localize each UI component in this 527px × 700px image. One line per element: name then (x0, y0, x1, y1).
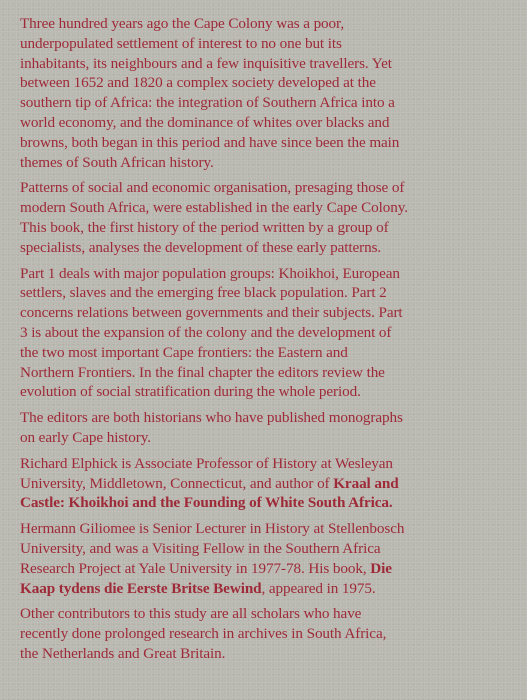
book-title: Castle: Khoikhoi and the Founding of White South Africa. (20, 494, 393, 512)
patterns-paragraph (20, 178, 517, 257)
text-line: evolution of social stratification during the whole period. (20, 383, 361, 401)
text-line: the two most important Cape frontiers: the Eastern and (20, 343, 348, 361)
giliomee-bio-paragraph (20, 519, 517, 598)
text-segment: Research Project at Yale University in 1977-78. His book, (20, 559, 371, 577)
text-line: This book, the first history of the period written by a group of (20, 218, 389, 236)
book-title: Kaap tydens die Eerste Britse Bewind (20, 579, 262, 597)
text-line: The editors are both historians who have published monographs (20, 409, 403, 427)
text-line: southern tip of Africa: the integration of Southern Africa into a (20, 94, 395, 112)
text-line: Patterns of social and economic organisation, presaging those of (20, 179, 405, 197)
text-line: recently done prolonged research in archives in South Africa, (20, 625, 387, 643)
text-line (20, 474, 517, 494)
text-line: browns, both began in this period and have since been the main (20, 133, 400, 151)
book-title: Die (370, 559, 392, 577)
text-segment: University, Middletown, Connecticut, and author of (20, 474, 334, 492)
parts-paragraph (20, 264, 517, 403)
text-line: specialists, analyses the development of these early patterns. (20, 238, 382, 256)
text-line: Northern Frontiers. In the final chapter the editors review the (20, 363, 385, 381)
text-line: themes of South African history. (20, 153, 214, 171)
book-title: Kraal and (333, 474, 399, 492)
text-line: Hermann Giliomee is Senior Lecturer in History at Stellenbosch (20, 520, 405, 538)
text-line: underpopulated settlement of interest to no one but its (20, 34, 342, 52)
text-line (20, 579, 517, 599)
text-line: Richard Elphick is Associate Professor of History at Wesleyan (20, 454, 393, 472)
text-line: between 1652 and 1820 a complex society developed at the (20, 74, 376, 92)
text-line: Part 1 deals with major population groups: Khoikhoi, European (20, 264, 400, 282)
text-line: world economy, and the dominance of whites over blacks and (20, 113, 390, 131)
text-line: 3 is about the expansion of the colony and the development of (20, 323, 392, 341)
text-line: Three hundred years ago the Cape Colony was a poor, (20, 15, 345, 32)
elphick-bio-paragraph (20, 454, 517, 513)
text-line: on early Cape history. (20, 428, 151, 446)
text-line (20, 559, 517, 579)
editors-paragraph (20, 408, 517, 448)
text-line: inhabitants, its neighbours and a few inquisitive travellers. Yet (20, 54, 392, 72)
text-line: modern South Africa, were established in the early Cape Colony. (20, 199, 408, 217)
text-line: concerns relations between governments and their subjects. Part (20, 304, 403, 322)
text-line: Other contributors to this study are all scholars who have (20, 605, 362, 623)
intro-paragraph (20, 14, 517, 172)
text-line: settlers, slaves and the emerging free black population. Part 2 (20, 284, 387, 302)
text-line: University, and was a Visiting Fellow in the Southern Africa (20, 539, 381, 557)
text-line: the Netherlands and Great Britain. (20, 644, 226, 662)
text-segment: , appeared in 1975. (261, 579, 376, 597)
contributors-paragraph (20, 604, 517, 663)
